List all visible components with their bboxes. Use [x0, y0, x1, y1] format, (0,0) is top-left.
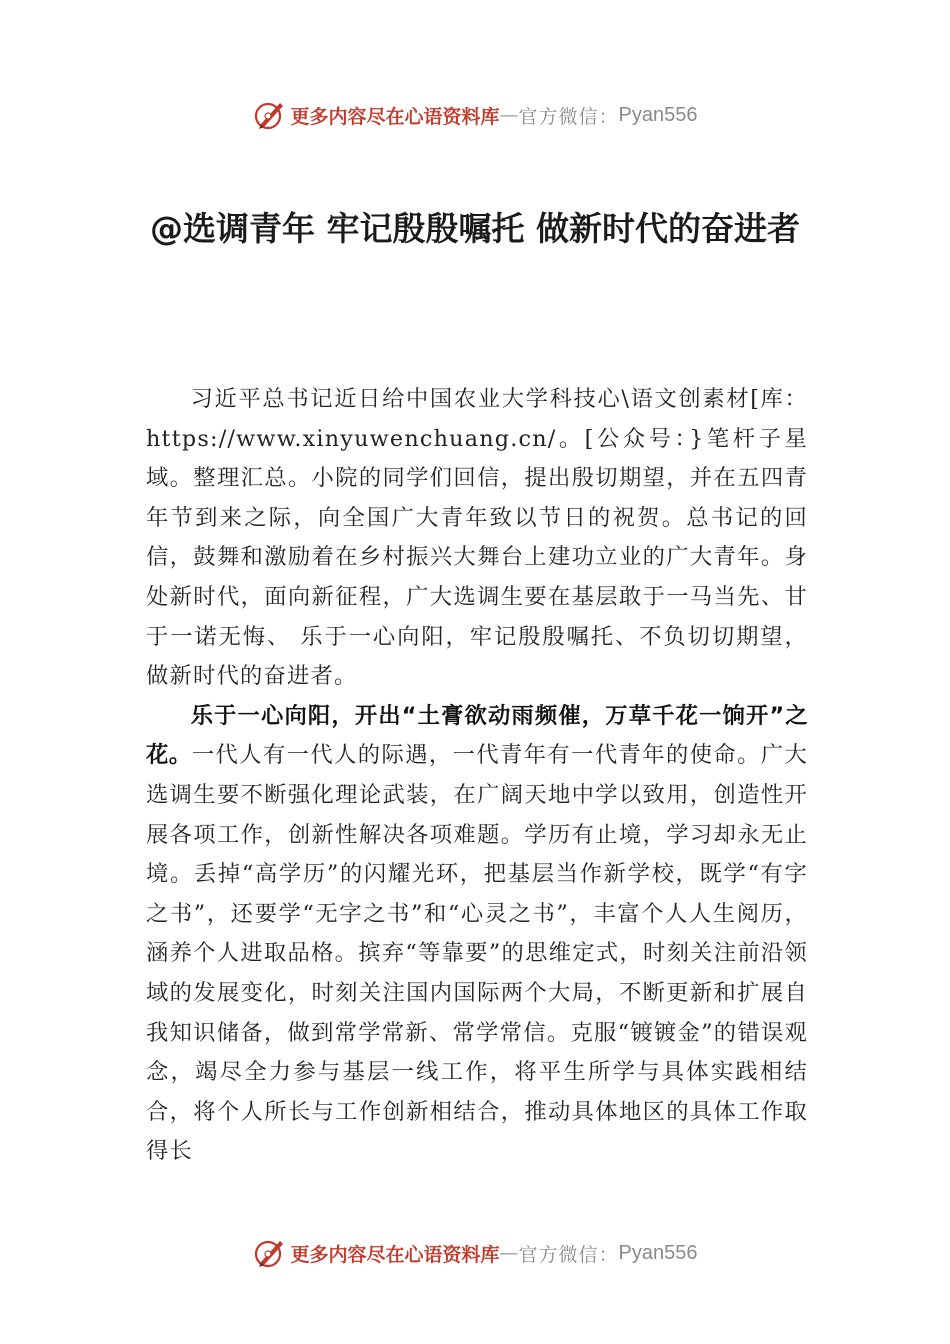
banner-wechat-id: Pyan556 — [618, 103, 698, 126]
banner-slogan: 更多内容尽在心语资料库 — [290, 1243, 500, 1266]
page-title: @选调青年 牢记殷殷嘱托 做新时代的奋进者 — [150, 209, 800, 248]
pen-logo-icon — [253, 1236, 287, 1270]
paragraph-1-text: 习近平总书记近日给中国农业大学科技心\语文创素材[库：https://www.xinyuwenchuang.cn/。[公众号：}笔杆子星域。整理汇总。小院的同学们回信，提出殷切期望，并在五四青年节到来之际，向全国广大青年致以节日的祝贺。总书记的回信，鼓舞和激励着在乡村振兴大舞台上建功立业的广大青年。身处新时代，面向新征程，广大选调生要在基层敢于一马当先、甘于一诺无悔、 乐于一心向阳，牢记殷殷嘱托、不负切切期望，做新时代的奋进者。 — [146, 386, 808, 690]
banner-wechat-label: 官方微信： — [518, 105, 619, 128]
footer-banner — [0, 1233, 950, 1273]
paragraph-2 — [146, 697, 808, 1172]
paragraph-2-lead: 乐于一心向阳，开出“土膏欲动雨频催，万草千花一饷开”之花。 — [146, 702, 808, 769]
paragraph-1 — [146, 380, 808, 697]
header-banner — [0, 95, 950, 135]
article-body — [146, 380, 808, 1172]
paragraph-2-text: 一代人有一代人的际遇，一代青年有一代青年的使命。广大选调生要不断强化理论武装，在广阔天地中学以致用，创造性开展各项工作，创新性解决各项难题。学历有止境，学习却永无止境。丢掉“高学历”的闪耀光环，把基层当作新学校，既学“有字之书”，还要学“无字之书”和“心灵之书”，丰富个人人生阅历，涵养个人进取品格。摈弃“等靠要”的思维定式，时刻关注前沿领域的发展变化，时刻关注国内国际两个大局，不断更新和扩展自我知识储备，做到常学常新、常学常信。克服“镀镀金”的错误观念，竭尽全力参与基层一线工作，将平生所学与具体实践相结合，将个人所长与工作创新相结合，推动具体地区的具体工作取得长 — [146, 742, 808, 1165]
banner-dash: — — [499, 104, 519, 126]
banner-dash: — — [499, 1242, 519, 1264]
banner-wechat-label: 官方微信： — [518, 1243, 619, 1266]
banner-slogan: 更多内容尽在心语资料库 — [290, 105, 500, 128]
pen-logo-icon — [253, 98, 287, 132]
banner-wechat-id: Pyan556 — [618, 1241, 698, 1264]
